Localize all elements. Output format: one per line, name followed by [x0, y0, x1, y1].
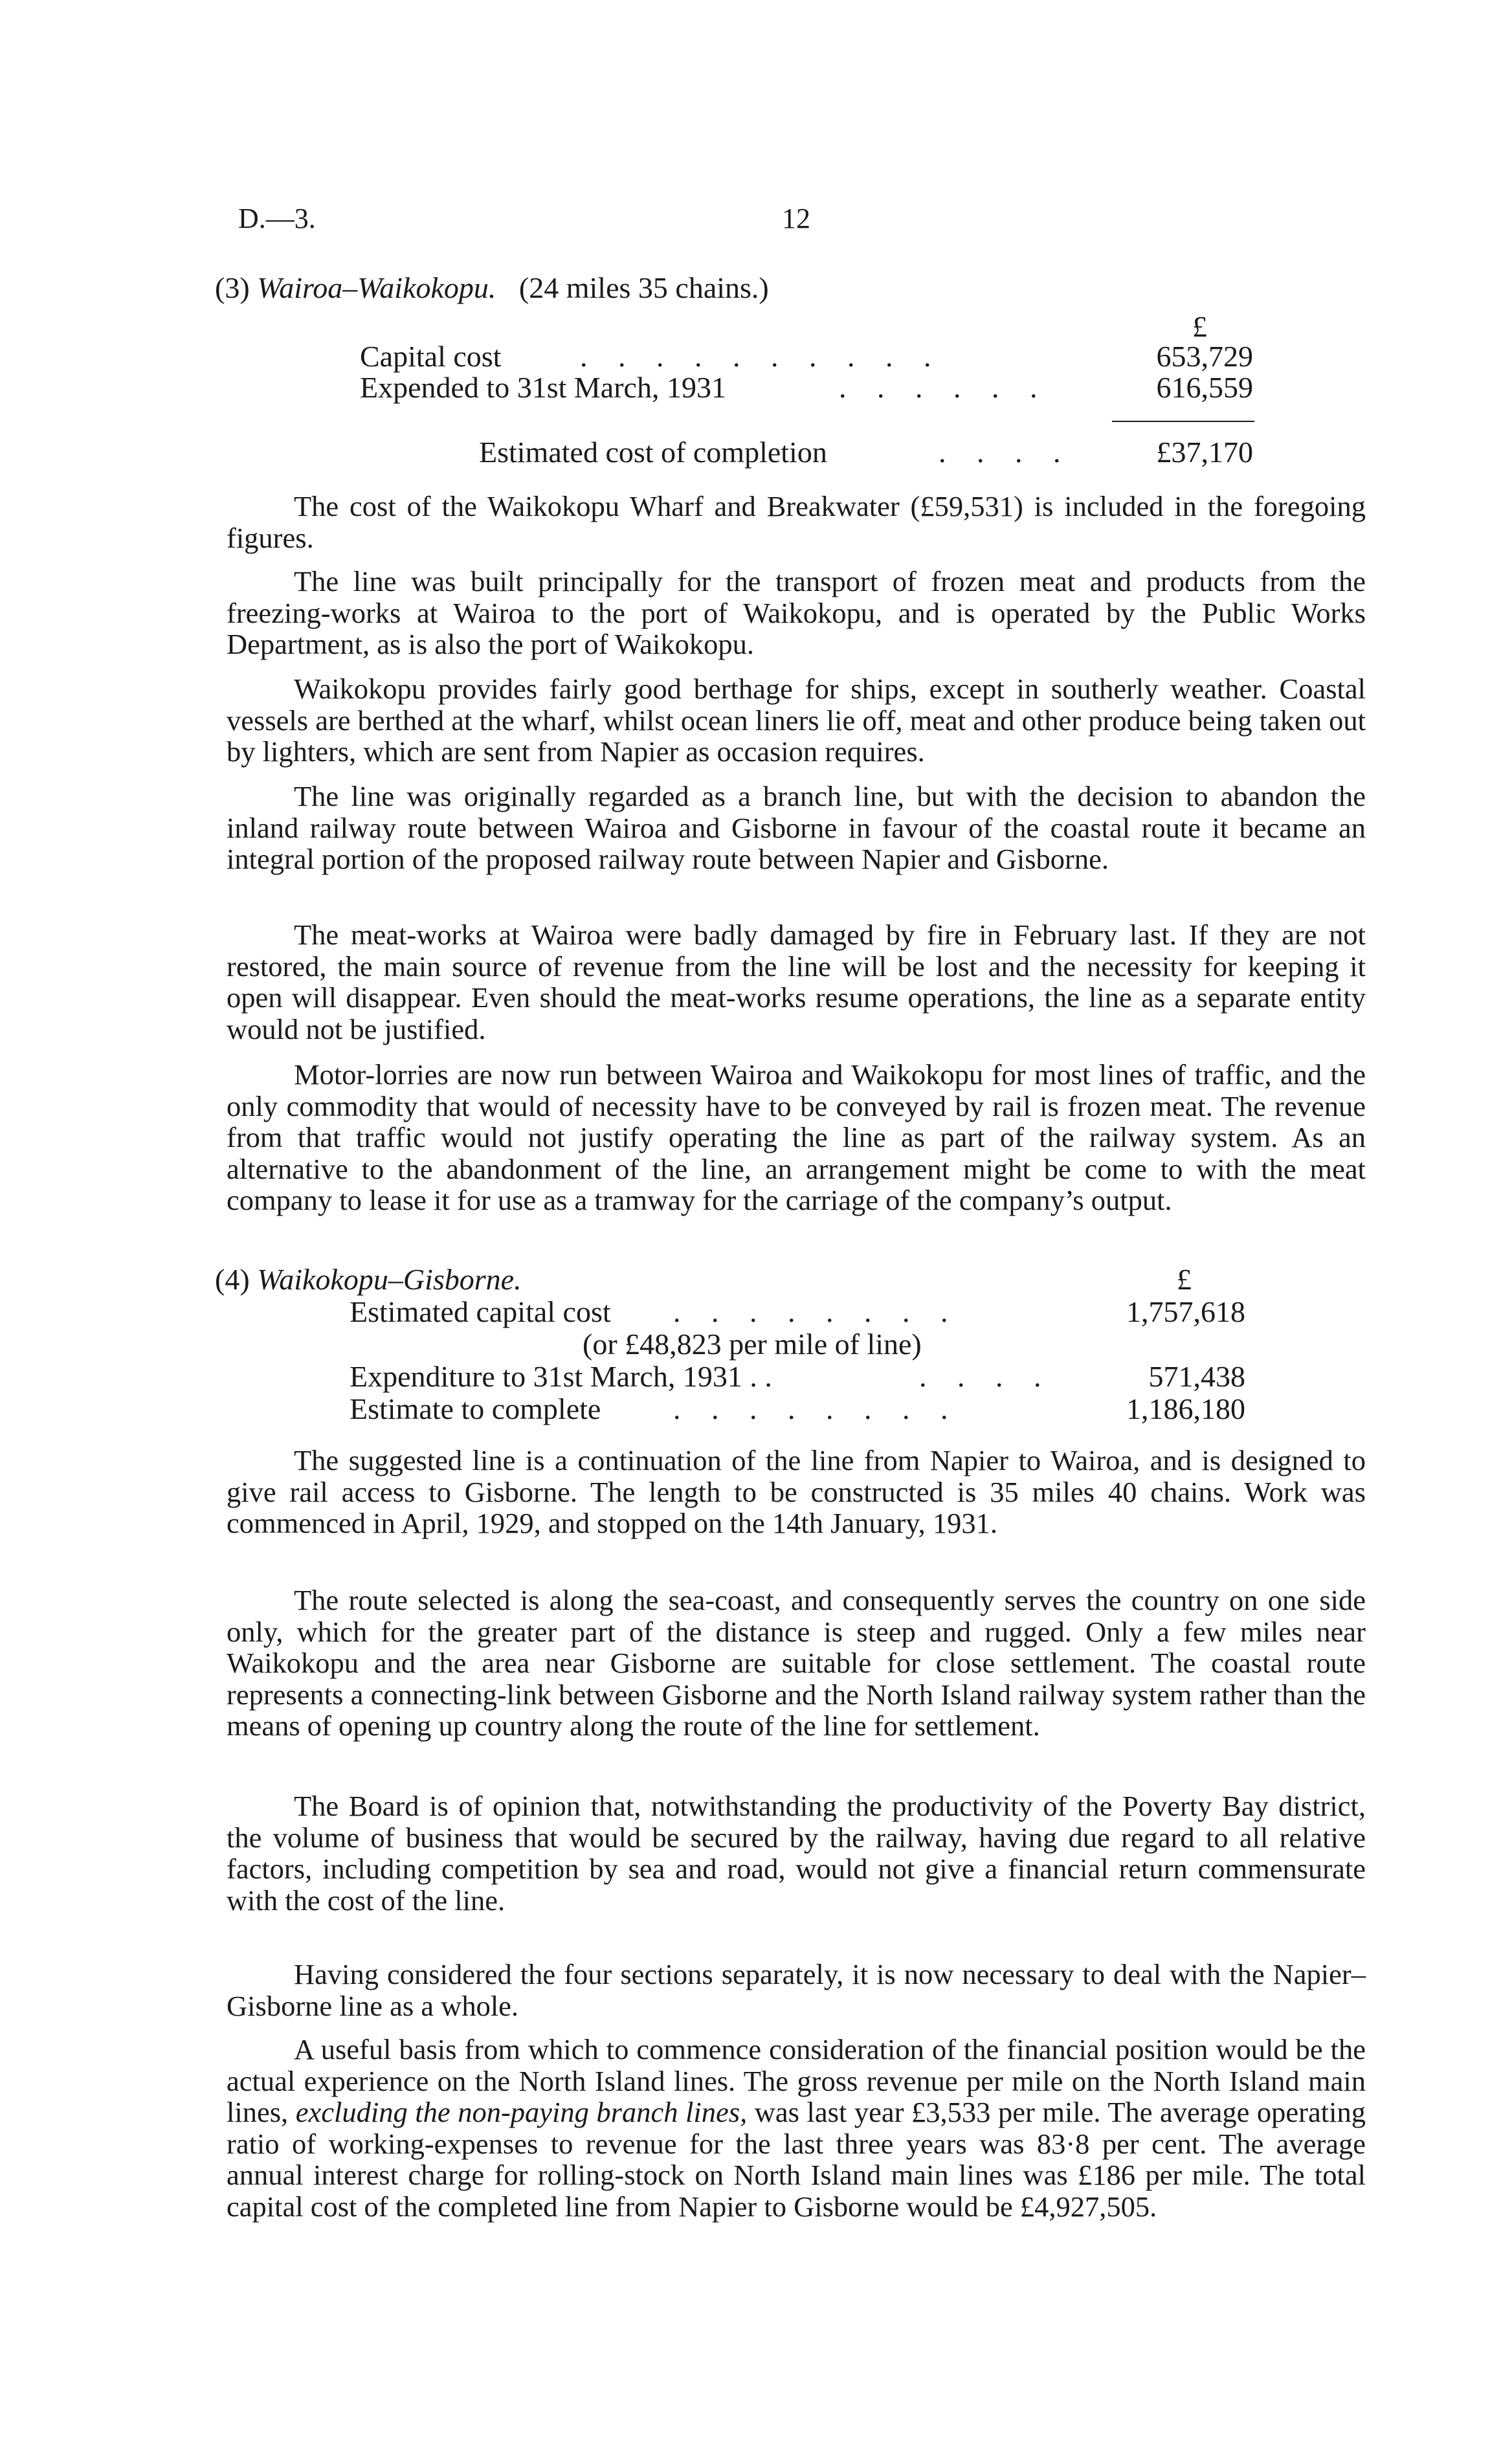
section-3-paragraph: Waikokopu provides fairly good berthage for ships, except in southerly weather. Coastal vessels are berthed at the wharf, whilst ocean liners lie off, meat and other produce being taken out by lighters, which are sent from Napier as occasion requires. [227, 673, 1366, 768]
section-3-length: (24 miles 35 chains.) [518, 271, 769, 304]
section-4-title: Waikokopu–Gisborne. [257, 1263, 522, 1296]
ledger-row-estimated-capital-cost [350, 1295, 1245, 1331]
closing-paragraph-financial [227, 2034, 1366, 2222]
ledger-label: Capital cost [360, 340, 502, 373]
ledger-amount: 571,438 [1148, 1360, 1245, 1393]
section-3-paragraph: Motor-lorries are now run between Wairoa and Waikokopu for most lines of traffic, and the only commodity that would of necessity have to be conveyed by rail is frozen meat. The revenue from that traffic would not justify operating the line as part of the railway system. As an alternative to the abandonment of the line, an arrangement might be come to with the meat company to lease it for use as a tramway for the carriage of the company’s output. [227, 1058, 1366, 1216]
ledger-row-estimated-completion [479, 435, 1253, 471]
ledger-row-expended [360, 370, 1253, 406]
closing-text: A useful basis from which to commence consideration of the financial position would be the actual experience on the North Island lines. The gross revenue per mile on the North Island main lines, [227, 2033, 1366, 2128]
leader-dots: . . . . [919, 1360, 1053, 1393]
document-reference: D.—3. [238, 203, 316, 234]
section-3-title: Wairoa–Waikokopu. [257, 271, 496, 304]
section-3-paragraph: The line was built principally for the transport of frozen meat and products from the freezing-works at Wairoa to the port of Waikokopu, and is operated by the Public Works Department, as is also the port of Waikokopu. [227, 565, 1366, 660]
ledger-amount: 1,186,180 [1126, 1392, 1245, 1425]
ledger-row-per-mile-note [583, 1327, 1036, 1363]
ledger-amount: £37,170 [1156, 436, 1253, 469]
section-4-paragraph: The Board is of opinion that, notwithstanding the productivity of the Poverty Bay district, the volume of business that would be secured by the railway, having due regard to all relative factors, including competition by sea and road, would not give a financial return commensurate with the cost of the line. [227, 1790, 1366, 1917]
page-number: 12 [782, 203, 810, 234]
section-3-paragraph: The meat-works at Wairoa were badly damaged by fire in February last. If they are not restored, the main source of revenue from the line will be lost and the necessity for keeping it open will disappear. Even should the meat-works resume operations, the line as a separate entity would not be justified. [227, 918, 1366, 1045]
section-3-heading [215, 271, 769, 305]
ledger-label: Estimated capital cost [350, 1295, 611, 1328]
closing-emphasis: excluding the non-paying branch lines, [295, 2096, 748, 2128]
leader-dots: . . . . . . . . [673, 1295, 960, 1328]
section-4-paragraph: The suggested line is a continuation of the line from Napier to Wairoa, and is designed to give rail access to Gisborne. The length to be constructed is 35 miles 40 chains. Work was commenced in April, 1929, and stopped on the 14th January, 1931. [227, 1444, 1366, 1539]
section-3-currency-label: £ [1192, 310, 1207, 343]
total-rule [1112, 421, 1254, 422]
ledger-amount: 1,757,618 [1126, 1295, 1245, 1328]
section-3-paragraph: The line was originally regarded as a branch line, but with the decision to abandon the inland railway route between Wairoa and Gisborne in favour of the coastal route it became an integral portion of the proposed railway route between Napier and Gisborne. [227, 780, 1366, 875]
ledger-row-estimate-to-complete [350, 1392, 1245, 1428]
closing-paragraph: Having considered the four sections separately, it is now necessary to deal with the Napier–Gisborne line as a whole. [227, 1958, 1366, 2022]
closing-text: was last year £3,533 per mile. The average operating ratio of working-expenses to revenue for the last three years was 83·8 per cent. The average annual interest charge for rolling-stock on North Island main lines was £186 per mile. The total capital cost of the completed line from Napier to Gisborne would be £4,927,505. [227, 2096, 1366, 2223]
ledger-label: Expended to 31st March, 1931 [360, 371, 726, 404]
leader-dots: . . . . . . . . [673, 1392, 960, 1425]
ledger-label: Estimate to complete [350, 1392, 601, 1425]
ledger-amount: 653,729 [1156, 340, 1253, 373]
section-4-currency-label: £ [1177, 1263, 1192, 1296]
leader-dots: . . . . [939, 436, 1073, 469]
section-4-paragraph: The route selected is along the sea-coast, and consequently serves the country on one side only, which for the greater part of the distance is steep and rugged. Only a few miles near Waikokopu and the area near Gisborne are suitable for close settlement. The coastal route represents a connecting-link between Gisborne and the North Island railway system rather than the means of opening up country along the route of the line for settlement. [227, 1584, 1366, 1742]
section-3-number: (3) [215, 271, 250, 304]
section-4-number: (4) [215, 1263, 250, 1296]
section-3-paragraph: The cost of the Waikokopu Wharf and Breakwater (£59,531) is included in the foregoing figures. [227, 490, 1366, 554]
ledger-label: Expenditure to 31st March, 1931 . . [350, 1360, 772, 1393]
section-4-heading [215, 1262, 522, 1296]
leader-dots: . . . . . . . . . . [580, 340, 943, 373]
ledger-amount: 616,559 [1156, 371, 1253, 404]
ledger-row-expenditure [350, 1359, 1245, 1396]
leader-dots: . . . . . . [839, 371, 1049, 404]
ledger-label: Estimated cost of completion [479, 436, 827, 469]
ledger-label: (or £48,823 per mile of line) [583, 1328, 922, 1361]
